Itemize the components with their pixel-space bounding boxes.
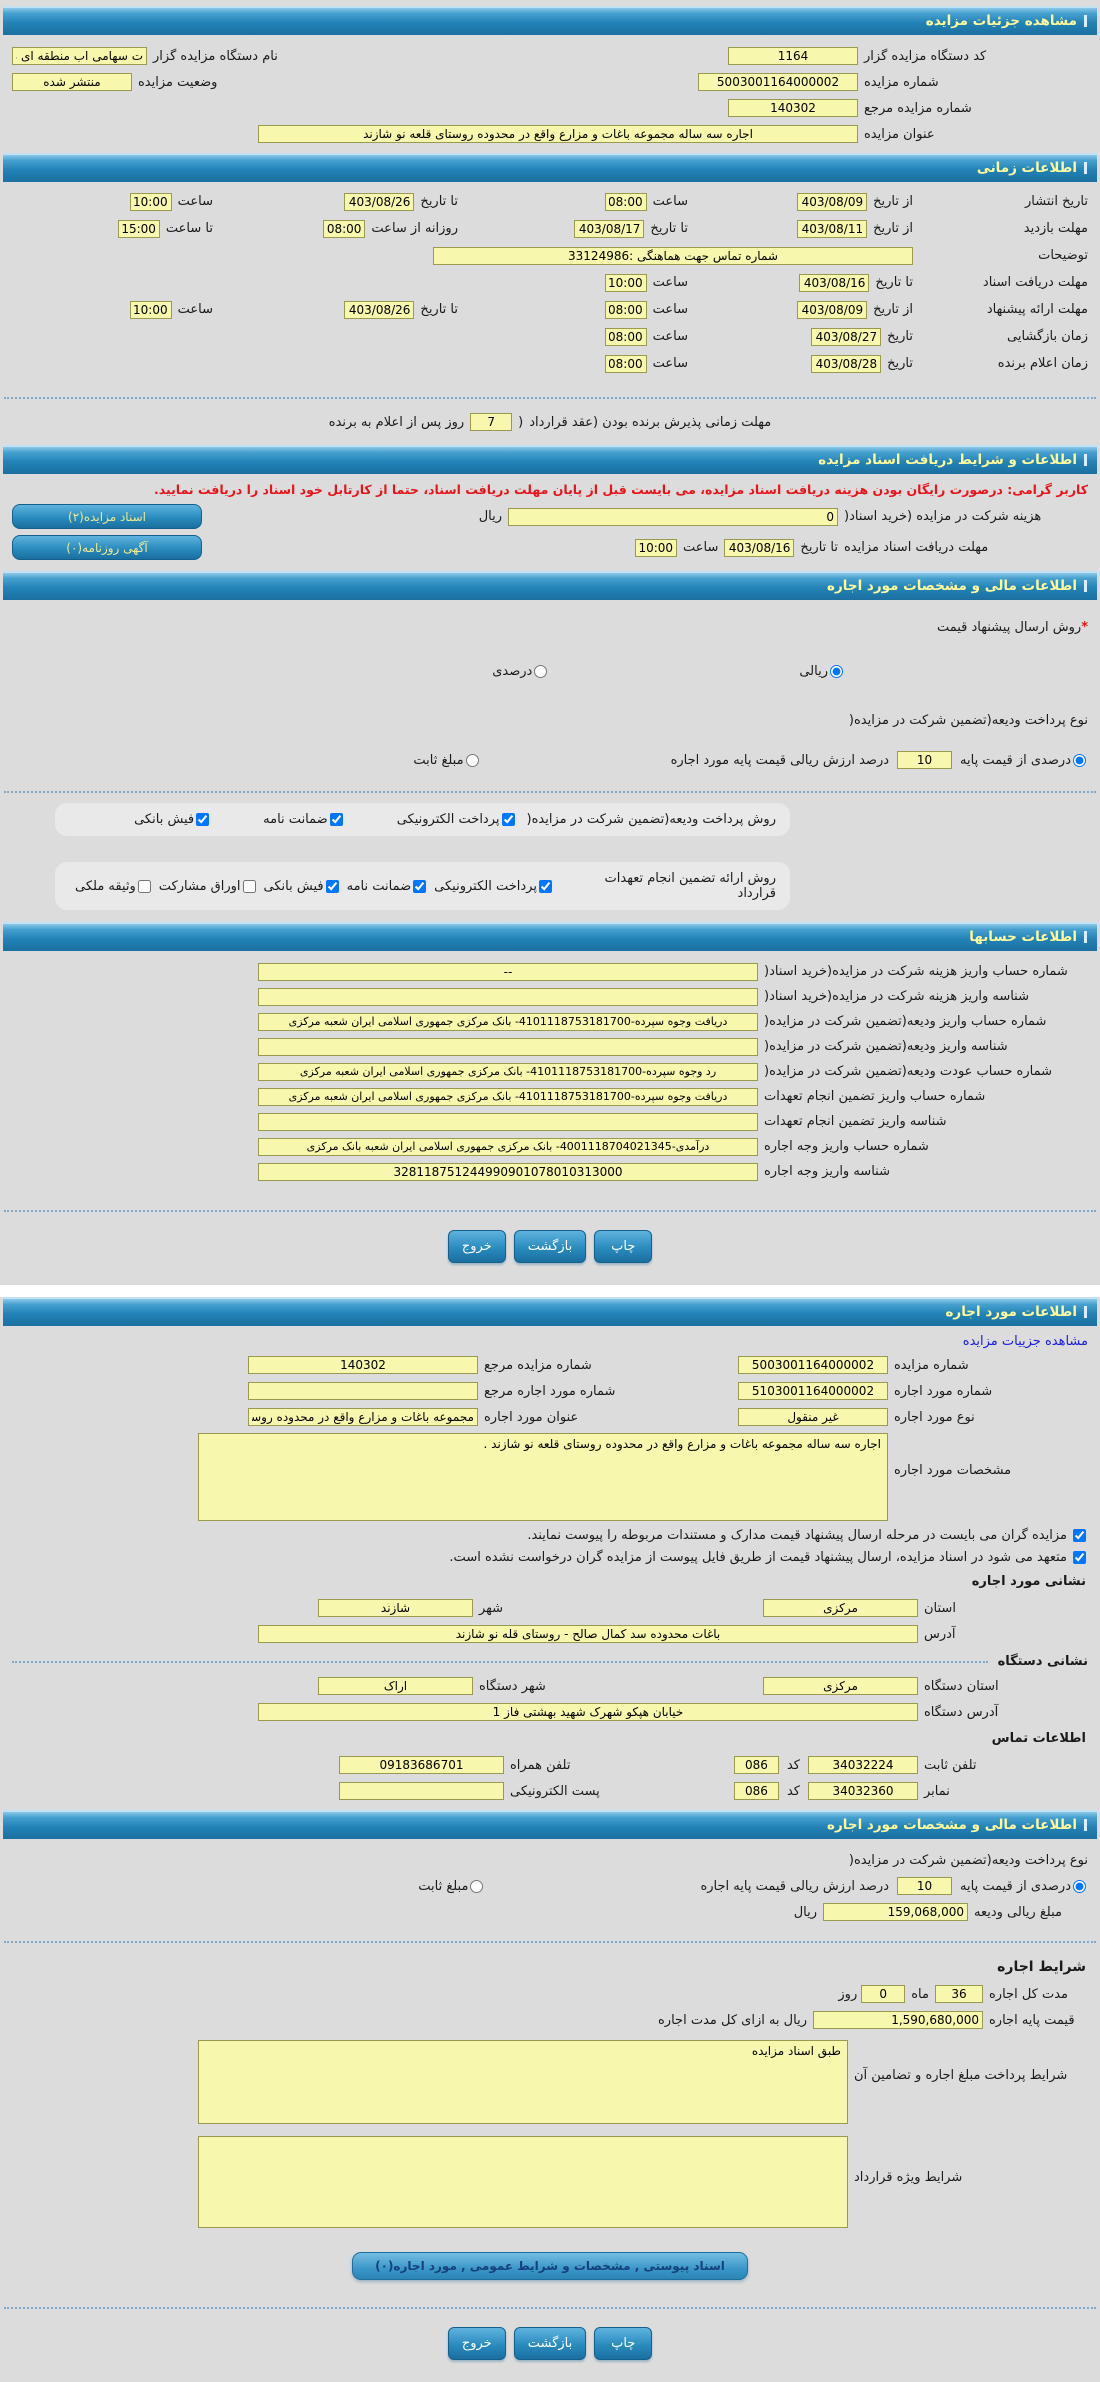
attach-docs-checkbox[interactable] — [1073, 1529, 1086, 1542]
section-header-financial2: اطلاعات مالی و مشخصات مورد اجاره — [3, 1810, 1097, 1839]
page-gap — [0, 1285, 1100, 1297]
guarantee-deposit-account-field[interactable] — [258, 1013, 758, 1031]
account-row: شماره حساب واریز تضمین انجام تعهدات دریافت وجوه سپرده-4101118753181700- بانک مرکزی جمهوری اسلامی ایران شعبه مرکزی — [0, 1084, 1100, 1109]
header-accent-bar — [1084, 454, 1087, 466]
section-header-accounts: اطلاعات حسابها — [3, 922, 1097, 951]
ref-no-field[interactable] — [728, 99, 858, 117]
item-ref-no-field[interactable] — [248, 1382, 478, 1400]
item-no-field[interactable] — [738, 1382, 888, 1400]
rental-auction-no-label: شماره مزایده — [894, 1357, 969, 1373]
city-label: شهر — [479, 1600, 504, 1616]
header-accent-bar — [1084, 1306, 1087, 1318]
docs-deadline-label: مهلت دریافت اسناد — [982, 275, 1088, 290]
guarantee-refund-account-field[interactable] — [258, 1063, 758, 1081]
fee-deposit-account-field[interactable] — [258, 963, 758, 981]
rental-ref-no-label: شماره مزایده مرجع — [484, 1357, 592, 1373]
ref-no-label: شماره مزایده مرجع — [864, 100, 972, 116]
fee-field[interactable] — [508, 508, 838, 526]
back-button[interactable]: بازگشت — [514, 1230, 586, 1263]
header-accent-bar — [1084, 580, 1087, 592]
auction-title-field[interactable] — [258, 125, 858, 143]
guarantee-bank-slip-checkbox[interactable] — [326, 880, 339, 893]
deposit-type-label: نوع پرداخت ودیعه(تضمین شرکت در مزایده( — [848, 712, 1088, 728]
org-address-label: آدرس دستگاه — [924, 1704, 999, 1720]
guarantee-letter-checkbox[interactable] — [413, 880, 426, 893]
section-header-time: اطلاعات زمانی — [3, 153, 1097, 182]
contract-guarantee-band: روش ارائه تضمین انجام تعهدات قرارداد پرداخت الکترونیکی ضمانت نامه فیش بانکی اوراق مشارکت وثیقه ملکی — [55, 862, 790, 910]
days-unit: روز — [838, 1986, 858, 2002]
print-button[interactable]: چاپ — [594, 1230, 652, 1263]
fee-label: هزینه شرکت در مزایده (خرید اسناد — [849, 509, 1042, 524]
fee-deposit-id-field[interactable] — [258, 988, 758, 1006]
no-file-request-checkbox[interactable] — [1073, 1551, 1086, 1564]
header-accent-bar — [1084, 162, 1087, 174]
org-address-field[interactable] — [258, 1703, 918, 1721]
notes-field[interactable] — [433, 247, 913, 265]
org-address-title: نشانی دستگاه — [997, 1654, 1088, 1669]
base-price-suffix: ریال به ازای کل مدت اجاره — [658, 2012, 807, 2028]
publish-from-date[interactable] — [797, 193, 867, 211]
mobile-field[interactable] — [339, 1756, 504, 1774]
duration-days-field[interactable] — [861, 1985, 905, 2003]
price-method-label: روش ارسال پیشنهاد قیمت — [936, 619, 1082, 635]
pay-bank-slip-checkbox[interactable] — [196, 813, 209, 826]
rental-address-title: نشانی مورد اجاره — [971, 1574, 1086, 1589]
province-field[interactable] — [763, 1599, 918, 1617]
base-price-label: قیمت پایه اجاره — [989, 2012, 1075, 2028]
phone-code-label: کد — [786, 1757, 800, 1773]
auction-title-label: عنوان مزایده — [864, 126, 935, 142]
special-terms-textarea[interactable] — [198, 2136, 848, 2228]
docs-deadline2-date[interactable] — [724, 539, 794, 557]
base-price-field[interactable] — [813, 2011, 983, 2029]
deposit-type2-label: نوع پرداخت ودیعه(تضمین شرکت در مزایده( — [848, 1852, 1088, 1868]
months-unit: ماه — [911, 1986, 929, 2002]
phone-field[interactable] — [808, 1756, 918, 1774]
item-spec-textarea[interactable] — [198, 1433, 888, 1521]
org-name-field[interactable] — [12, 47, 147, 65]
rent-payment-id-field[interactable] — [258, 1163, 758, 1181]
rental-item-block: اطلاعات مورد اجاره مشاهده جزییات مزایده شماره مزایده 5003001164000002 شماره مزایده مرجع 140302 شماره مورد اجاره 5103001164000002 شماره مورد اجاره مرجع نوع مورد اجاره غیر منقول عنوان مورد اجاره مجموعه باغات و مزارع واقع در محدوده روستای مشخصات مورد اجاره اجاره سه ساله مجموعه باغات و مزارع واقع در محدوده روستای قلعه نو شازند . مزایده گران می بایست در مرحله ارسال پیشنهاد قیمت مدارک و مستندات مربوطه را پیوست نمایند. متعهد می شود در اسناد مزایده، ارسال پیشنهاد قیمت از طریق فایل پیوست از مزایده گران درخواست نشده است. نشانی مورد اجاره استان مرکزی شهر شازند آدرس باغات محدوده سد کمال صالح - روستای قله نو شازند نشانی دستگاه استان دستگاه مرکزی شهر دستگاه اراک آدرس دستگاه خیابان هپکو شهرک شهید بهشتی فاز 1 اطلاعات تماس تلفن ثابت 34032224 کد 086 تلفن همراه 09183686701 نمابر 34032360 کد 086 پست الکترونیکی اطلاعات مالی و مشخصات مورد اجاره نوع پرداخت ودیعه(تضمین شرکت در مزایده( درصدی از قیمت پایه 10 درصد ارزش ریالی قیمت پایه اجاره مبلغ ثابت مبلغ ریالی ودیعه 159,068,000 ریال شرایط اجاره مدت کل اجاره 36 ماه 0 روز قیمت پایه اجاره 1,590,680,000 ریال به ازای کل مدت اجاره شرایط پرداخت مبلغ اجاره و تضامین آن طبق اسناد مزایده شرایط ویژه قرارداد اسناد پیوستی , مشخصات و شرایط عمومی , مورد اجاره(۰) چاپ بازگشت خروج — [0, 1297, 1100, 2382]
duration-label: مدت کل اجاره — [989, 1986, 1069, 2002]
free-docs-warning: کاربر گرامی: درصورت رایگان بودن هزینه دریافت اسناد مزایده، می بایست قبل از پایان مهلت دریافت اسناد، حتما از کارتابل خود اسناد را دریافت نمایید. — [154, 482, 1088, 497]
payment-terms-textarea[interactable] — [198, 2040, 848, 2124]
org-province-label: استان دستگاه — [924, 1678, 999, 1694]
account-row: شناسه واریز وجه اجاره 328118751244990901078010313000 — [0, 1159, 1100, 1184]
auction-docs-button[interactable]: اسناد مزایده(۲) — [12, 504, 202, 529]
offer-from-hour[interactable] — [605, 301, 647, 319]
auction-status-field[interactable] — [12, 73, 132, 91]
visit-daily-from-hour[interactable] — [323, 220, 365, 238]
print-button[interactable]: چاپ — [594, 2327, 652, 2360]
percent-radio[interactable] — [534, 665, 547, 678]
acceptance-deadline-label: مهلت زمانی پذیرش برنده بودن (عقد قرارداد — [529, 414, 772, 430]
org-province-field[interactable] — [763, 1677, 918, 1695]
winner-date[interactable] — [811, 355, 881, 373]
visit-to-hour[interactable] — [118, 220, 160, 238]
offer-from-date[interactable] — [797, 301, 867, 319]
publish-from-hour[interactable] — [605, 193, 647, 211]
percent-base2-radio[interactable] — [1073, 1880, 1086, 1893]
account-row: شماره حساب عودت ودیعه(تضمین شرکت در مزایده( رد وجوه سپرده-4101118753181700- بانک مرکزی جمهوری اسلامی ایران شعبه مرکزی — [0, 1059, 1100, 1084]
deposit-amount-label: مبلغ ریالی ودیعه — [974, 1904, 1062, 1920]
province-label: استان — [924, 1600, 956, 1616]
phone-code-field[interactable] — [734, 1756, 779, 1774]
city-field[interactable] — [318, 1599, 473, 1617]
docs-deadline-date[interactable] — [799, 274, 869, 292]
opening-hour[interactable] — [605, 328, 647, 346]
opening-date[interactable] — [811, 328, 881, 346]
item-ref-no-label: شماره مورد اجاره مرجع — [484, 1383, 616, 1399]
rental-ref-no-field[interactable] — [248, 1356, 478, 1374]
percent-base-radio[interactable] — [1073, 754, 1086, 767]
org-code-label: کد دستگاه مزایده گزار — [864, 48, 987, 64]
publish-to-hour[interactable] — [130, 193, 172, 211]
notes-label: توضیحات — [1038, 248, 1088, 263]
publish-date-label: تاریخ انتشار — [1025, 194, 1088, 209]
fax-field[interactable] — [808, 1782, 918, 1800]
fixed-amount-radio[interactable] — [466, 754, 479, 767]
visit-deadline-label: مهلت بازدید — [1023, 221, 1088, 236]
auction-status-label: وضعیت مزایده — [138, 74, 218, 90]
obligation-deposit-account-field[interactable] — [258, 1088, 758, 1106]
section-header-details: مشاهده جزئیات مزایده — [3, 6, 1097, 35]
publish-to-date[interactable] — [344, 193, 414, 211]
divider — [4, 1941, 1096, 1943]
percent-base-field[interactable] — [897, 751, 952, 769]
divider — [12, 1661, 988, 1663]
offer-to-hour[interactable] — [130, 301, 172, 319]
obligation-deposit-id-field[interactable] — [258, 1113, 758, 1131]
exit-button[interactable]: خروج — [448, 1230, 506, 1263]
winner-hour[interactable] — [605, 355, 647, 373]
email-label: پست الکترونیکی — [509, 1783, 600, 1799]
docs-deadline2-label: مهلت دریافت اسناد مزایده — [844, 540, 989, 555]
offer-to-date[interactable] — [344, 301, 414, 319]
view-auction-details-link[interactable]: مشاهده جزییات مزایده — [962, 1334, 1088, 1349]
org-city-label: شهر دستگاه — [479, 1678, 546, 1694]
account-row: شناسه واریز تضمین انجام تعهدات — [0, 1109, 1100, 1134]
item-spec-label: مشخصات مورد اجاره — [894, 1463, 1012, 1478]
address-label: آدرس — [924, 1626, 956, 1642]
percent-base-suffix: درصد ارزش ریالی قیمت پایه مورد اجاره — [670, 752, 890, 768]
docs-deadline-hour[interactable] — [605, 274, 647, 292]
guarantee-electronic-checkbox[interactable] — [539, 880, 552, 893]
opening-time-label: زمان بازگشایی — [1007, 329, 1088, 344]
acceptance-deadline-suffix: روز پس از اعلام به برنده — [328, 414, 465, 430]
item-title-field[interactable] — [248, 1408, 478, 1426]
divider — [4, 1210, 1096, 1212]
header-accent-bar — [1084, 1819, 1087, 1831]
org-name-label: نام دستگاه مزایده گزار — [153, 48, 278, 64]
deposit-amount-field[interactable] — [823, 1903, 968, 1921]
exit-button[interactable]: خروج — [448, 2327, 506, 2360]
rent-terms-title: شرایط اجاره — [997, 1959, 1086, 1975]
mobile-label: تلفن همراه — [509, 1757, 571, 1773]
duration-months-field[interactable] — [935, 1985, 983, 2003]
guarantee-deposit-id-field[interactable] — [258, 1038, 758, 1056]
guarantee-bonds-checkbox[interactable] — [243, 880, 256, 893]
account-row: شناسه واریز هزینه شرکت در مزایده(خرید اسناد( — [0, 984, 1100, 1009]
rial-radio[interactable] — [830, 665, 843, 678]
account-row: شماره حساب واریز ودیعه(تضمین شرکت در مزایده( دریافت وجوه سپرده-4101118753181700- بانک مرکزی جمهوری اسلامی ایران شعبه مرکزی — [0, 1009, 1100, 1034]
account-row: شماره حساب واریز وجه اجاره درآمدی-4001118704021345- بانک مرکزی جمهوری اسلامی ایران شعبه بانک مرکزی — [0, 1134, 1100, 1159]
attach-docs-note: مزایده گران می بایست در مرحله ارسال پیشنهاد قیمت مدارک و مستندات مربوطه را پیوست نمایند. — [527, 1527, 1067, 1543]
deposit-unit: ریال — [793, 1904, 817, 1920]
required-asterisk: * — [1081, 619, 1088, 635]
deposit-pay-method-band: روش پرداخت ودیعه(تضمین شرکت در مزایده( پرداخت الکترونیکی ضمانت نامه فیش بانکی — [55, 803, 790, 836]
rent-payment-account-field[interactable] — [258, 1138, 758, 1156]
header-accent-bar — [1084, 931, 1087, 943]
special-terms-label: شرایط ویژه قرارداد — [854, 2170, 963, 2185]
newspaper-ad-button[interactable]: آگهی روزنامه(۰) — [12, 535, 202, 560]
fax-code-field[interactable] — [734, 1782, 779, 1800]
offer-deadline-label: مهلت ارائه پیشنهاد — [986, 302, 1088, 317]
auction-no-label: شماره مزایده — [864, 74, 939, 90]
divider — [4, 397, 1096, 399]
rental-auction-no-field[interactable] — [738, 1356, 888, 1374]
section-header-rental: اطلاعات مورد اجاره — [3, 1297, 1097, 1326]
docs-deadline2-hour[interactable] — [635, 539, 677, 557]
fee-unit: ریال — [478, 509, 502, 524]
phone-label: تلفن ثابت — [924, 1757, 977, 1773]
divider — [4, 2307, 1096, 2309]
item-title-label: عنوان مورد اجاره — [484, 1409, 579, 1425]
acceptance-days-field[interactable] — [470, 413, 512, 431]
org-code-field[interactable] — [728, 47, 858, 65]
visit-to-date[interactable] — [574, 220, 644, 238]
fixed-amount2-radio[interactable] — [470, 1880, 483, 1893]
auction-no-field[interactable] — [698, 73, 858, 91]
percent-base2-field[interactable] — [897, 1877, 952, 1895]
org-city-field[interactable] — [318, 1677, 473, 1695]
back-button[interactable]: بازگشت — [514, 2327, 586, 2360]
divider — [4, 791, 1096, 793]
email-field[interactable] — [339, 1782, 504, 1800]
address-field[interactable] — [258, 1625, 918, 1643]
section-header-docs: اطلاعات و شرایط دریافت اسناد مزایده — [3, 445, 1097, 474]
contact-title: اطلاعات تماس — [991, 1731, 1086, 1746]
item-no-label: شماره مورد اجاره — [894, 1383, 993, 1399]
item-type-label: نوع مورد اجاره — [894, 1409, 975, 1425]
item-type-field[interactable] — [738, 1408, 888, 1426]
deposit-pay-method-label: روش پرداخت ودیعه(تضمین شرکت در مزایده( — [526, 812, 776, 827]
account-row: شناسه واریز ودیعه(تضمین شرکت در مزایده( — [0, 1034, 1100, 1059]
pay-electronic-checkbox[interactable] — [502, 813, 515, 826]
pay-guarantee-letter-checkbox[interactable] — [330, 813, 343, 826]
guarantee-property-checkbox[interactable] — [138, 880, 151, 893]
header-accent-bar — [1084, 15, 1087, 27]
visit-from-date[interactable] — [797, 220, 867, 238]
payment-terms-label: شرایط پرداخت مبلغ اجاره و تضامین آن — [854, 2068, 1068, 2083]
fax-label: نمابر — [924, 1783, 950, 1799]
contract-guarantee-label: روش ارائه تضمین انجام تعهدات قرارداد — [604, 871, 776, 901]
attached-docs-button[interactable]: اسناد پیوستی , مشخصات و شرایط عمومی , مورد اجاره(۰) — [352, 2252, 748, 2280]
winner-announce-label: زمان اعلام برنده — [997, 356, 1088, 371]
section-header-financial: اطلاعات مالی و مشخصات مورد اجاره — [3, 571, 1097, 600]
auction-summary-block: مشاهده جزئیات مزایده کد دستگاه مزایده گزار 1164 نام دستگاه مزایده گزار ت سهامی اب منطقه ای م شماره مزایده 5003001164000002 وضعیت مزایده منتشر شده شماره مزایده مرجع 140302 عنوان مزایده اجاره سه ساله مجموعه باغات و مزارع واقع در محدوده روستای قلعه نو شازند اطلاعات زمانی تاریخ انتشار از تاریخ 1403/08/09 ساعت 08:00 تا تاریخ 1403/08/26 ساعت 10:00 مهلت بازدید از تاریخ 1403/08/11 تا تاریخ 1403/08/17 روزانه از ساعت 08:00 تا ساعت 15:00 توضیحات شماره تماس جهت هماهنگی :33124986 مهلت دریافت اسناد تا تاریخ 1403/08/16 ساعت 10:00 مهلت ارائه پیشنهاد از تاریخ 1403/08/09 ساعت 08:00 تا تاریخ 1403/08/26 ساعت 10:00 زمان بازگشایی تاریخ 1403/08/27 ساعت 08:00 زمان اعلام برنده تاریخ 1403/08/28 ساعت 08:00 مهلت زمانی پذیرش برنده بودن (عقد قرارداد ( 7 روز پس از اعلام به برنده اطلاعات و شرایط دریافت اسناد مزایده کاربر گرامی: درصورت رایگان بودن هزینه دریافت اسناد مزایده، می بایست قبل از پایان مهلت دریافت اسناد، حتما از کارتابل خود اسناد را دریافت نمایید. هزینه شرکت در مزایده (خرید اسناد( 0 ریال اسناد مزایده(۲) مهلت دریافت اسناد مزایده تا تاریخ 1403/08/16 ساعت 10:00 آگهی روزنامه(۰) اطلاعات مالی و مشخصات مورد اجاره * روش ارسال پیشنهاد قیمت ریالی درصدی نوع پرداخت ودیعه(تضمین شرکت در مزایده( درصدی از قیمت پایه 10 درصد ارزش ریالی قیمت پایه مورد اجاره مبلغ ثابت روش پرداخت ودیعه(تضمین شرکت در مزایده( پرداخت الکترونیکی ضمانت نامه فیش بانکی روش ارائه تضمین انجام تعهدات قرارداد پرداخت الکترونیکی ضمانت نامه فیش بانکی اوراق مشارکت وثیقه ملکی اطلاعات حسابها شماره حساب واریز هزینه شرکت در مزایده(خرید اسناد( -- شناسه واریز هزینه شرکت در مزایده(خرید اسناد( شماره حساب واریز ودیعه(تضمین شرکت در مزایده( دریافت وجوه سپرده-4101118753181700- بانک مرکزی جمهوری اسلامی ایران شعبه مرکزی شناسه واریز ودیعه(تضمین شرکت در مزایده( شماره حساب عودت ودیعه(تضمین شرکت در مزایده( رد وجوه سپرده-4101118753181700- بانک مرکزی جمهوری اسلامی ایران شعبه مرکزی شماره حساب واریز تضمین انجام تعهدات دریافت وجوه سپرده-4101118753181700- بانک مرکزی جمهوری اسلامی ایران شعبه مرکزی شناسه واریز تضمین انجام تعهدات شماره حساب واریز وجه اجاره درآمدی-4001118704021345- بانک مرکزی جمهوری اسلامی ایران شعبه بانک مرکزی شناسه واریز وجه اجاره 328118751244990901078010313000 چاپ بازگشت خروج — [0, 0, 1100, 1285]
no-file-request-note: متعهد می شود در اسناد مزایده، ارسال پیشنهاد قیمت از طریق فایل پیوست از مزایده گران درخواست نشده است. — [449, 1549, 1067, 1565]
percent-base2-suffix: درصد ارزش ریالی قیمت پایه اجاره — [700, 1878, 890, 1894]
fax-code-label: کد — [786, 1783, 800, 1799]
account-row: شماره حساب واریز هزینه شرکت در مزایده(خرید اسناد( -- — [0, 959, 1100, 984]
